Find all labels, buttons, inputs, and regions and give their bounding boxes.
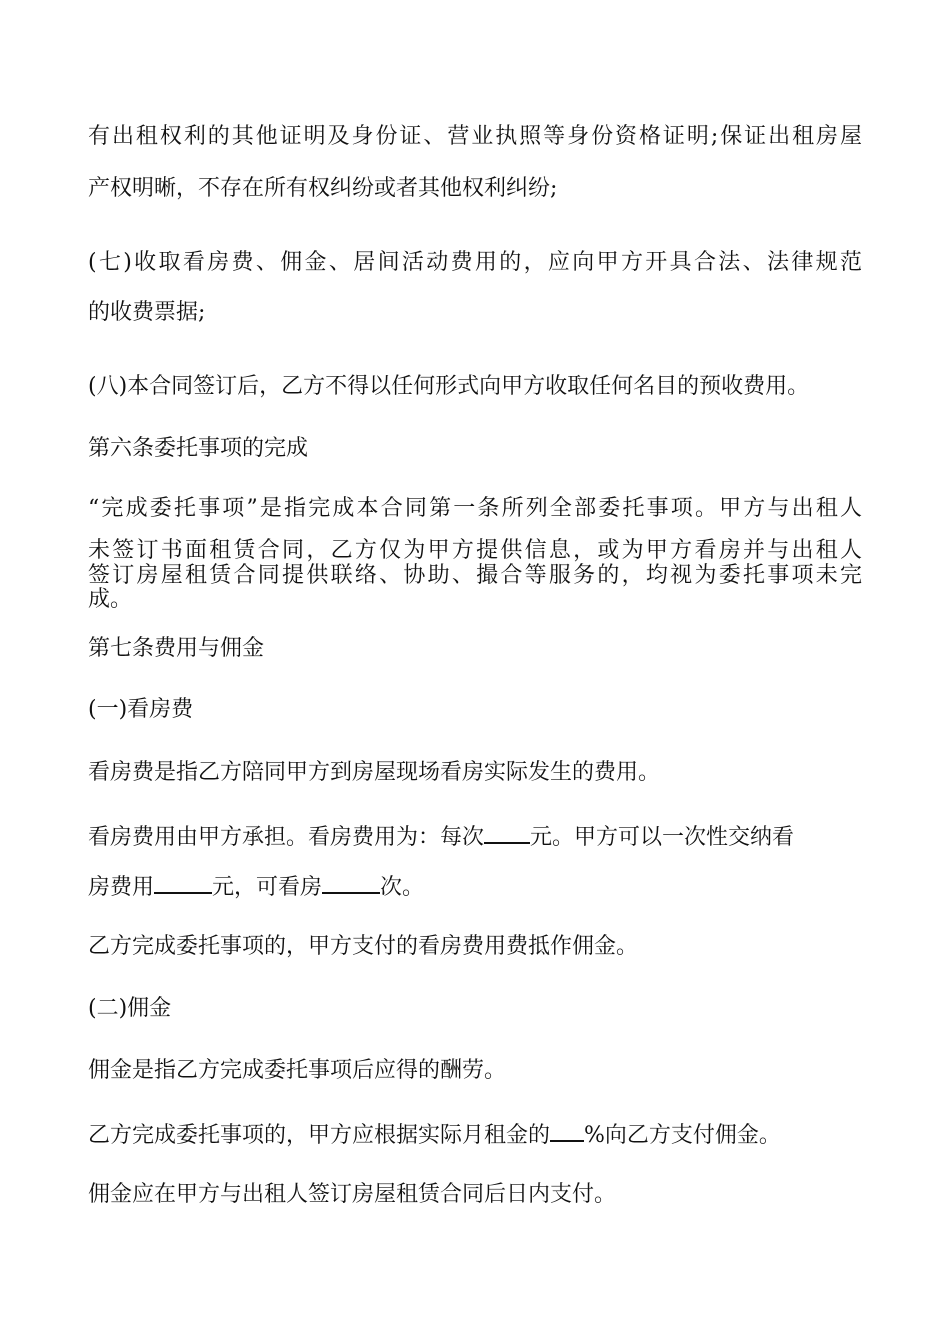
- text-segment: %向乙方支付佣金。: [584, 1123, 781, 1148]
- text-segment: 次。: [380, 875, 425, 900]
- text-line: [88, 872, 424, 901]
- fill-blank: [484, 822, 530, 844]
- text-segment: 乙方完成委托事项的，甲方应根据实际月租金的: [88, 1123, 551, 1148]
- text-line: 成。: [88, 587, 133, 612]
- text-line: 乙方完成委托事项的，甲方支付的看房费用费抵作佣金。: [88, 934, 639, 959]
- text-line: 签订房屋租赁合同提供联络、协助、撮合等服务的，均视为委托事项未完: [88, 563, 862, 588]
- text-line: “完成委托事项”是指完成本合同第一条所列全部委托事项。甲方与出租人: [88, 496, 862, 521]
- subsection-heading: (一)看房费: [88, 697, 194, 722]
- fill-blank: [550, 1120, 584, 1142]
- text-segment: 房费用: [88, 875, 155, 900]
- text-line: 佣金是指乙方完成委托事项后应得的酬劳。: [88, 1058, 507, 1083]
- text-segment: 元。甲方可以一次性交纳看: [530, 825, 795, 850]
- fill-blank: [322, 872, 380, 894]
- text-line: [88, 822, 794, 851]
- subsection-heading: (二)佣金: [88, 996, 172, 1021]
- text-line: 产权明晰，不存在所有权纠纷或者其他权利纠纷;: [88, 176, 558, 201]
- section-heading: 第六条委托事项的完成: [88, 436, 309, 461]
- text-segment: 看房费用由甲方承担。看房费用为：每次: [88, 825, 485, 850]
- fill-blank: [154, 872, 212, 894]
- text-line: 佣金应在甲方与出租人签订房屋租赁合同后日内支付。: [88, 1182, 617, 1207]
- text-line: 的收费票据;: [88, 300, 206, 325]
- section-heading: 第七条费用与佣金: [88, 636, 265, 661]
- text-line: [88, 1120, 781, 1149]
- text-segment: 元，可看房: [212, 875, 323, 900]
- text-line: 未签订书面租赁合同，乙方仅为甲方提供信息，或为甲方看房并与出租人: [88, 538, 862, 563]
- text-line: 看房费是指乙方陪同甲方到房屋现场看房实际发生的费用。: [88, 760, 661, 785]
- text-line: (八)本合同签订后，乙方不得以任何形式向甲方收取任何名目的预收费用。: [88, 374, 810, 399]
- text-line: (七)收取看房费、佣金、居间活动费用的，应向甲方开具合法、法律规范: [88, 250, 862, 275]
- text-line: 有出租权利的其他证明及身份证、营业执照等身份资格证明;保证出租房屋: [88, 124, 862, 149]
